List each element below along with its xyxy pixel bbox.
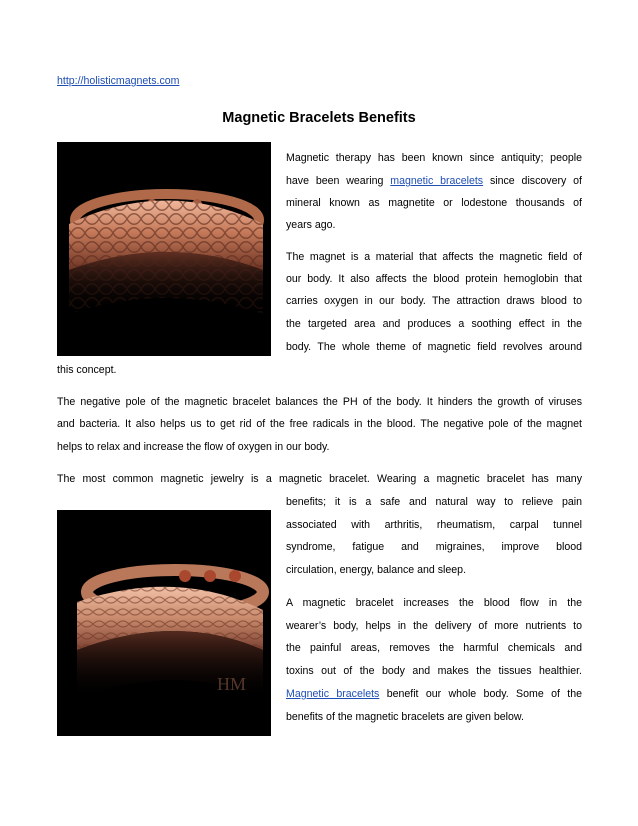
magnetic-bracelets-link-2[interactable]: Magnetic bracelets bbox=[286, 688, 380, 700]
para2-line1: The magnet is a material that affects the magnetic field of bbox=[286, 251, 582, 263]
para4-line1: The most common magnetic jewelry is a magnetic bracelet. Wearing a magnetic bracelet has many bbox=[57, 473, 582, 485]
para5-line4: toxins out of the body and makes the tissues healthier. bbox=[286, 665, 582, 677]
para2-line5: body. The whole theme of magnetic field revolves around bbox=[286, 341, 582, 353]
page-title: Magnetic Bracelets Benefits bbox=[222, 110, 416, 126]
hm-watermark: HM bbox=[217, 674, 247, 694]
para5-line6: benefits of the magnetic bracelets are given below. bbox=[286, 711, 524, 723]
para3-line1: The negative pole of the magnetic bracelet balances the PH of the body. It hinders the growth of viruses bbox=[57, 396, 582, 408]
para1-line3: mineral known as magnetite or lodestone thousands of bbox=[286, 197, 582, 209]
para2-line6: this concept. bbox=[57, 364, 117, 376]
celtic-cuff-image bbox=[57, 142, 271, 356]
para4-line2: benefits; it is a safe and natural way to relieve pain bbox=[286, 496, 582, 508]
copper-bracelet-illustration bbox=[57, 142, 271, 356]
para1-line1: Magnetic therapy has been known since antiquity; people bbox=[286, 152, 582, 164]
para4-line3: associated with arthritis, rheumatism, carpal tunnel bbox=[286, 519, 582, 531]
para3-line3: helps to relax and increase the flow of oxygen in our body. bbox=[57, 441, 330, 453]
para5-line1: A magnetic bracelet increases the blood flow in the bbox=[286, 597, 582, 609]
site-link[interactable]: http://holisticmagnets.com bbox=[57, 75, 180, 87]
para4-line5: circulation, energy, balance and sleep. bbox=[286, 564, 467, 576]
magnetic-bracelets-link-1[interactable]: magnetic bracelets bbox=[390, 175, 484, 187]
para1-line2: have been wearing magnetic bracelets since discovery of bbox=[286, 175, 583, 187]
para2-line3: carries oxygen in our body. The attraction draws blood to bbox=[286, 295, 582, 307]
para5-line2: wearer’s body, helps in the delivery of more nutrients to bbox=[286, 620, 582, 632]
para5-line5: Magnetic bracelets benefit our whole body. Some of the bbox=[286, 688, 582, 700]
para5-line3: the painful areas, removes the harmful chemicals and bbox=[286, 642, 582, 654]
para2-line2: our body. It also affects the blood protein hemoglobin that bbox=[286, 273, 582, 285]
engraved-bracelet-illustration bbox=[57, 510, 271, 736]
para4-line4: syndrome, fatigue and migraines, improve blood bbox=[286, 541, 582, 553]
para1-line4: years ago. bbox=[286, 219, 336, 231]
engraved-bracelet-image bbox=[57, 510, 271, 736]
para2-line4: the targeted area and produces a soothing effect in the bbox=[286, 318, 582, 330]
para3-line2: and bacteria. It also helps us to get rid of the free radicals in the blood. The negative pole of the magnet bbox=[57, 418, 582, 430]
